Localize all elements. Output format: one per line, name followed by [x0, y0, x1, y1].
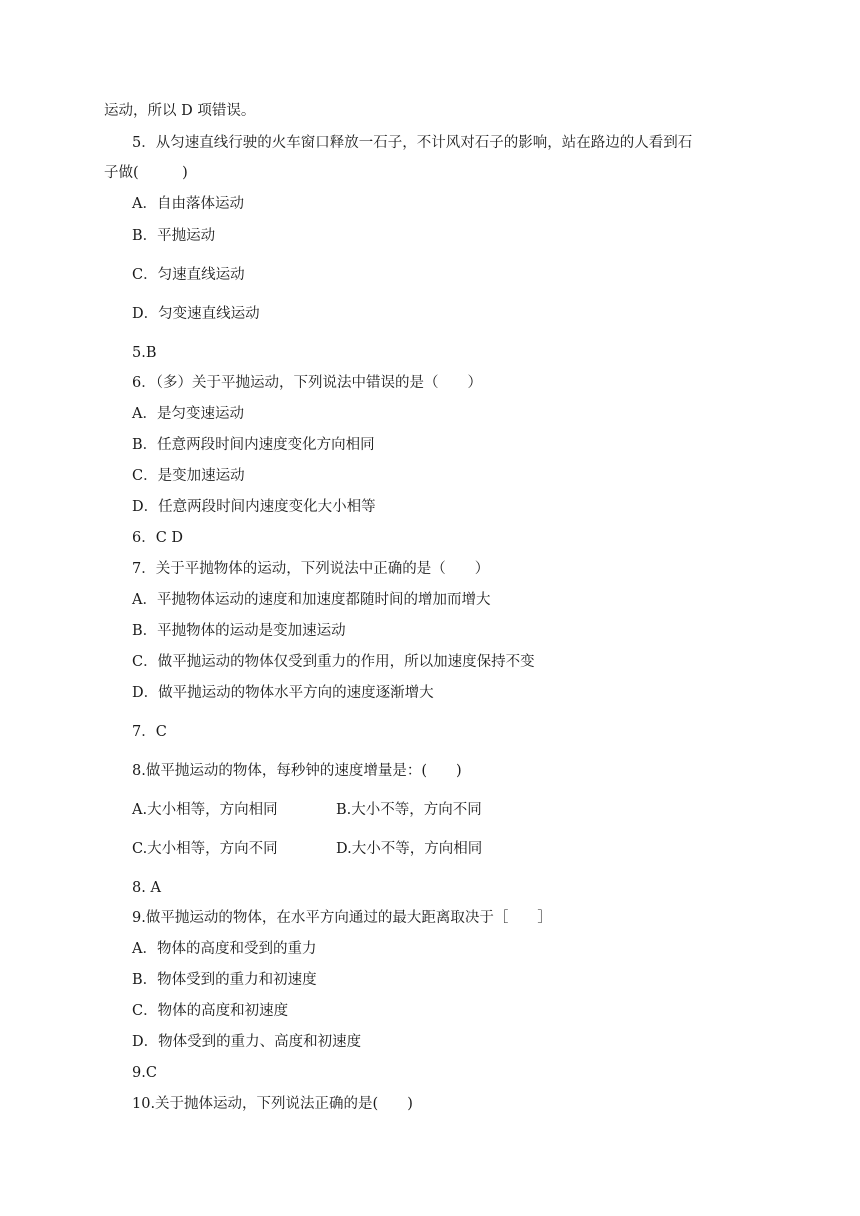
question-5-option-c: C．匀速直线运动 — [132, 267, 245, 283]
answer-5: 5.B — [132, 345, 157, 361]
question-5-stem: 5．从匀速直线行驶的火车窗口释放一石子，不计风对石子的影响，站在路边的人看到石 — [132, 135, 693, 151]
question-9-option-b: B．物体受到的重力和初速度 — [132, 972, 317, 988]
question-8-option-d: D.大小不等，方向相同 — [336, 841, 483, 857]
question-5-option-b: B．平抛运动 — [132, 228, 216, 244]
question-7-option-a: A．平抛物体运动的速度和加速度都随时间的增加而增大 — [132, 592, 491, 608]
question-10-stem: 10.关于抛体运动，下列说法正确的是( ) — [132, 1096, 413, 1112]
question-7-option-b: B．平抛物体的运动是变加速运动 — [132, 623, 346, 639]
question-8-option-a: A.大小相等，方向相同 — [132, 802, 278, 818]
answer-7: 7．C — [132, 724, 167, 740]
question-5-option-a: A．自由落体运动 — [132, 196, 244, 212]
answer-8: 8. A — [132, 880, 161, 896]
question-7-option-d: D．做平抛运动的物体水平方向的速度逐渐增大 — [132, 685, 434, 701]
question-6-option-d: D．任意两段时间内速度变化大小相等 — [132, 499, 376, 515]
question-6-stem: 6．（多）关于平抛运动，下列说法中错误的是（ ） — [132, 375, 482, 391]
question-9-option-a: A．物体的高度和受到的重力 — [132, 941, 317, 957]
question-6-option-c: C．是变加速运动 — [132, 468, 245, 484]
question-9-option-d: D．物体受到的重力、高度和初速度 — [132, 1034, 362, 1050]
answer-9: 9.C — [132, 1065, 157, 1081]
question-8-stem: 8.做平抛运动的物体，每秒钟的速度增量是：( ) — [132, 763, 462, 779]
question-8-option-c: C.大小相等，方向不同 — [132, 841, 278, 857]
continuation-line: 运动，所以 D 项错误。 — [104, 103, 256, 119]
question-6-option-b: B．任意两段时间内速度变化方向相同 — [132, 437, 375, 453]
question-5-stem-cont: 子做( ) — [104, 165, 188, 181]
question-7-option-c: C．做平抛运动的物体仅受到重力的作用，所以加速度保持不变 — [132, 654, 535, 670]
question-5-option-d: D．匀变速直线运动 — [132, 306, 260, 322]
question-6-option-a: A．是匀变速运动 — [132, 406, 244, 422]
question-7-stem: 7．关于平抛物体的运动，下列说法中正确的是（ ） — [132, 561, 490, 577]
question-9-option-c: C．物体的高度和初速度 — [132, 1003, 289, 1019]
answer-6: 6．C D — [132, 530, 184, 546]
question-9-stem: 9.做平抛运动的物体，在水平方向通过的最大距离取决于［ ］ — [132, 910, 552, 926]
question-8-option-b: B.大小不等，方向不同 — [336, 802, 482, 818]
